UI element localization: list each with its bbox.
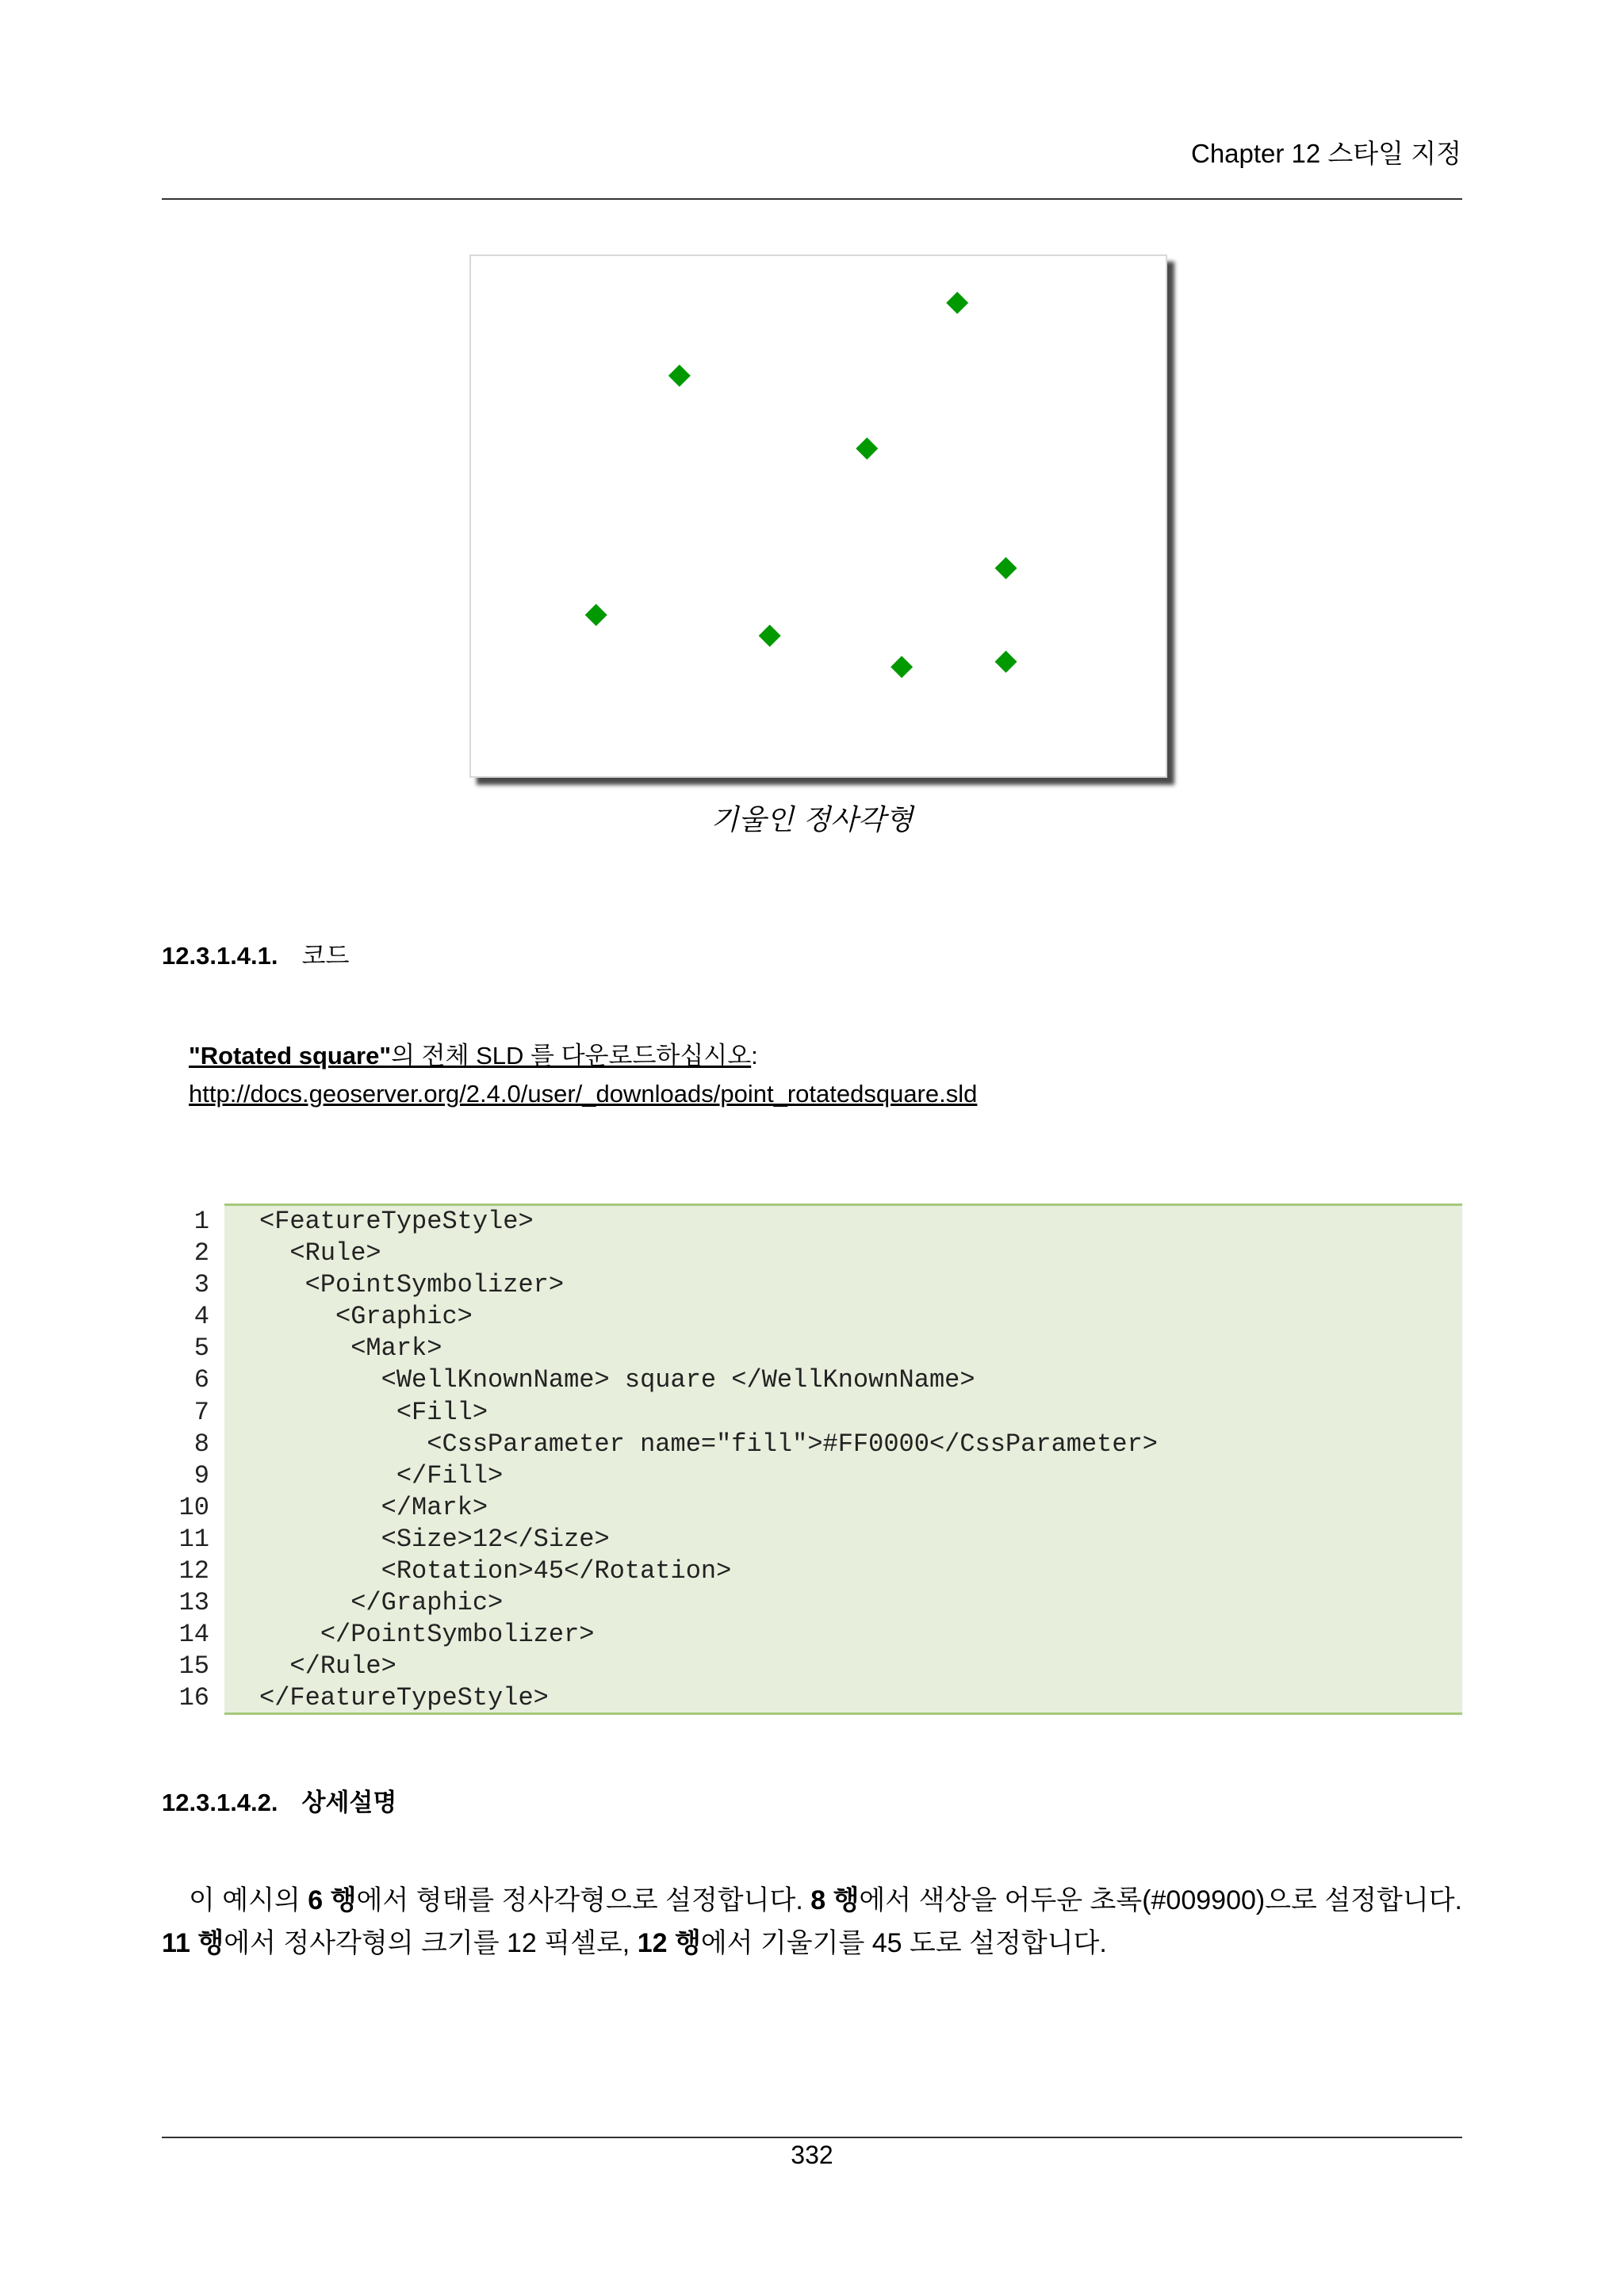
code-line: </Graphic>: [259, 1588, 504, 1618]
code-line: </Fill>: [259, 1460, 504, 1490]
rotated-square-marker: [585, 604, 607, 626]
code-line-number: 5: [193, 1334, 209, 1364]
figure-map-frame: [469, 254, 1167, 778]
code-line: <Graphic>: [259, 1302, 473, 1332]
code-line: <WellKnownName> square </WellKnownName>: [259, 1365, 975, 1395]
rotated-square-marker: [856, 438, 878, 460]
download-colon: :: [751, 1042, 758, 1070]
section-title: 코드: [301, 942, 350, 970]
code-line: <CssParameter name="fill">#FF0000</CssParameter>: [259, 1429, 1158, 1459]
section-heading-code: [162, 936, 349, 971]
section-number: 12.3.1.4.1.: [162, 942, 278, 970]
code-line: <Size>12</Size>: [259, 1524, 610, 1554]
code-line: </Mark>: [259, 1492, 488, 1522]
download-label-rest: 의 전체 SLD 를 다운로드하십시오: [391, 1042, 752, 1070]
code-line-number: 3: [193, 1270, 209, 1300]
code-line-number: 10: [178, 1492, 209, 1522]
page-number: 332: [791, 2141, 833, 2169]
code-line-number: 8: [193, 1429, 209, 1459]
code-line-number: 6: [193, 1365, 209, 1395]
code-line-number: 12: [178, 1556, 209, 1586]
code-line: <FeatureTypeStyle>: [259, 1207, 534, 1236]
section-heading-detail: [162, 1782, 396, 1818]
code-line-number: 16: [178, 1683, 209, 1713]
code-line: <Rotation>45</Rotation>: [259, 1556, 732, 1586]
download-link-label[interactable]: [189, 1042, 751, 1070]
detail-text: 에서 색상을 어두운 초록(#009900)으로 설정합니다.: [859, 1885, 1463, 1915]
header-divider: [162, 198, 1462, 200]
code-line-number: 11: [178, 1524, 209, 1554]
detail-line-ref: 8 행: [810, 1885, 860, 1915]
detail-line-ref: 11 행: [162, 1928, 224, 1958]
code-line-number: 4: [193, 1302, 209, 1332]
detail-text: 에서 형태를 정사각형으로 설정합니다.: [356, 1885, 811, 1915]
code-line-number: 15: [178, 1651, 209, 1682]
rotated-square-marker: [995, 651, 1017, 673]
chapter-header-title: Chapter 12 스타일 지정: [1190, 139, 1461, 168]
figure-caption: 기울인 정사각형: [710, 804, 914, 836]
code-line: </Rule>: [259, 1651, 396, 1682]
code-line-number: 13: [178, 1588, 209, 1618]
section-number: 12.3.1.4.2.: [162, 1789, 278, 1816]
code-listing: [259, 1206, 1158, 1715]
code-line: </FeatureTypeStyle>: [259, 1683, 549, 1713]
detail-text: 이 예시의: [189, 1885, 308, 1915]
point-map: [471, 256, 1166, 776]
detail-line-ref: 6 행: [308, 1885, 357, 1915]
code-line-numbers: [162, 1206, 209, 1715]
code-line-number: 2: [193, 1238, 209, 1269]
section-title: 상세설명: [301, 1789, 397, 1816]
code-line-number: 9: [193, 1460, 209, 1490]
rotated-square-marker: [891, 656, 913, 678]
code-line: <Rule>: [259, 1238, 381, 1269]
code-line: <Fill>: [259, 1397, 488, 1427]
detail-text: 에서 정사각형의 크기를 12 픽셀로,: [224, 1928, 638, 1958]
code-line-number: 7: [193, 1397, 209, 1427]
code-line-number: 14: [178, 1620, 209, 1650]
code-line: </PointSymbolizer>: [259, 1620, 595, 1650]
download-url-link[interactable]: http://docs.geoserver.org/2.4.0/user/_downloads/point_rotatedsquare.sld: [189, 1080, 978, 1108]
detail-text: 에서 기울기를 45 도로 설정합니다.: [700, 1928, 1107, 1958]
rotated-square-marker: [995, 557, 1017, 580]
rotated-square-marker: [946, 292, 968, 314]
footer-divider: [162, 2137, 1462, 2138]
code-line-number: 1: [193, 1207, 209, 1236]
code-line: <Mark>: [259, 1334, 442, 1364]
rotated-square-marker: [759, 625, 781, 647]
download-block: [189, 1037, 977, 1113]
rotated-square-marker: [668, 365, 691, 387]
detail-paragraph: [162, 1879, 1462, 1965]
code-line: <PointSymbolizer>: [259, 1270, 565, 1300]
download-quoted-name: "Rotated square": [189, 1042, 392, 1070]
detail-line-ref: 12 행: [637, 1928, 701, 1958]
